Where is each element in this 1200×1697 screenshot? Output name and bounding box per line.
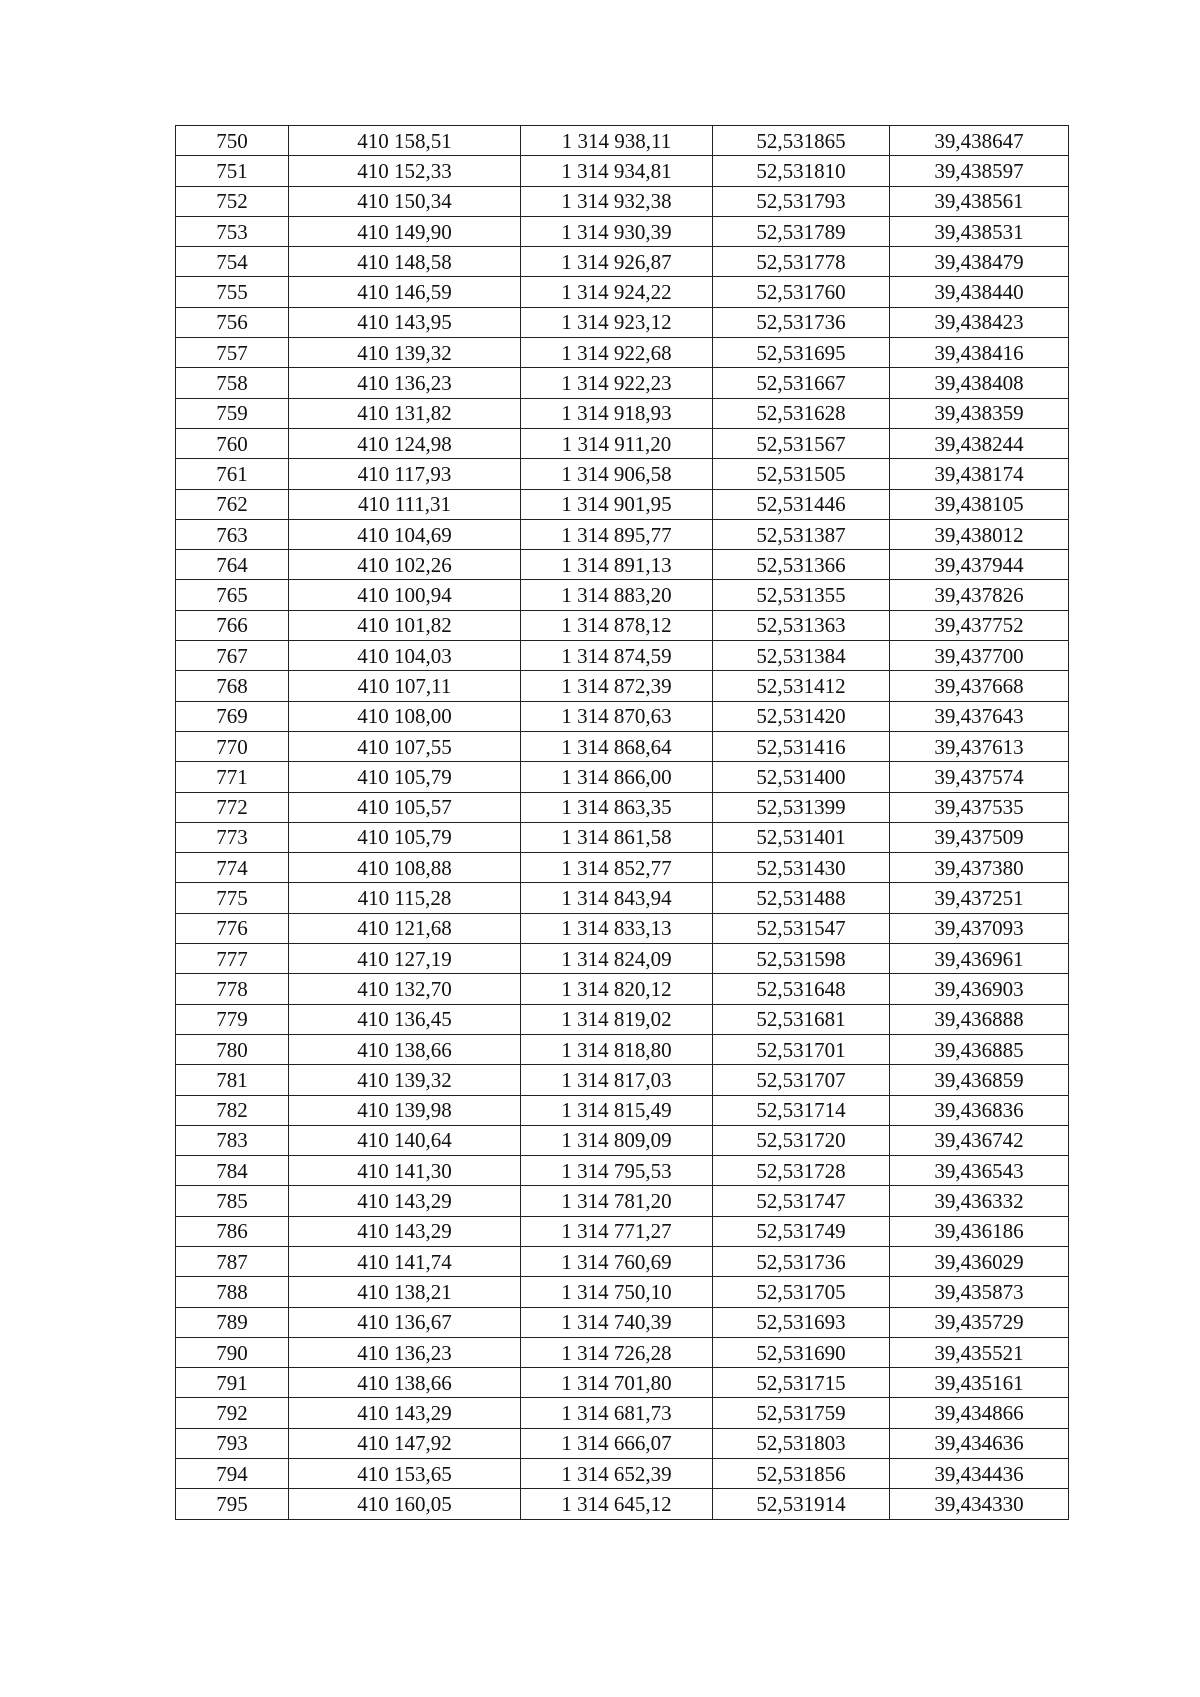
table-row — [176, 1034, 1069, 1064]
x-coordinate-cell: 410 121,68 — [289, 913, 521, 943]
y-coordinate-cell: 1 314 883,20 — [521, 580, 713, 610]
table-row — [176, 883, 1069, 913]
point-number-cell: 778 — [176, 974, 289, 1004]
point-number-cell: 766 — [176, 610, 289, 640]
x-coordinate-cell: 410 107,11 — [289, 671, 521, 701]
table-row — [176, 1156, 1069, 1186]
latitude-cell: 52,531628 — [713, 398, 890, 428]
latitude-cell: 52,531505 — [713, 459, 890, 489]
table-row — [176, 1337, 1069, 1367]
longitude-cell: 39,437668 — [890, 671, 1069, 701]
table-row — [176, 398, 1069, 428]
longitude-cell: 39,434866 — [890, 1398, 1069, 1428]
y-coordinate-cell: 1 314 645,12 — [521, 1489, 713, 1519]
latitude-cell: 52,531387 — [713, 519, 890, 549]
y-coordinate-cell: 1 314 760,69 — [521, 1246, 713, 1276]
longitude-cell: 39,437380 — [890, 853, 1069, 883]
point-number-cell: 787 — [176, 1246, 289, 1276]
x-coordinate-cell: 410 115,28 — [289, 883, 521, 913]
latitude-cell: 52,531384 — [713, 641, 890, 671]
point-number-cell: 759 — [176, 398, 289, 428]
x-coordinate-cell: 410 158,51 — [289, 126, 521, 156]
x-coordinate-cell: 410 138,21 — [289, 1277, 521, 1307]
x-coordinate-cell: 410 138,66 — [289, 1368, 521, 1398]
x-coordinate-cell: 410 149,90 — [289, 216, 521, 246]
longitude-cell: 39,437944 — [890, 550, 1069, 580]
x-coordinate-cell: 410 138,66 — [289, 1034, 521, 1064]
longitude-cell: 39,438479 — [890, 247, 1069, 277]
x-coordinate-cell: 410 143,29 — [289, 1216, 521, 1246]
y-coordinate-cell: 1 314 740,39 — [521, 1307, 713, 1337]
table-row — [176, 580, 1069, 610]
point-number-cell: 753 — [176, 216, 289, 246]
point-number-cell: 754 — [176, 247, 289, 277]
x-coordinate-cell: 410 117,93 — [289, 459, 521, 489]
latitude-cell: 52,531667 — [713, 368, 890, 398]
longitude-cell: 39,435873 — [890, 1277, 1069, 1307]
table-row — [176, 186, 1069, 216]
longitude-cell: 39,438647 — [890, 126, 1069, 156]
y-coordinate-cell: 1 314 817,03 — [521, 1065, 713, 1095]
point-number-cell: 790 — [176, 1337, 289, 1367]
table-row — [176, 1459, 1069, 1489]
latitude-cell: 52,531793 — [713, 186, 890, 216]
x-coordinate-cell: 410 124,98 — [289, 428, 521, 458]
x-coordinate-cell: 410 139,32 — [289, 1065, 521, 1095]
x-coordinate-cell: 410 147,92 — [289, 1428, 521, 1458]
y-coordinate-cell: 1 314 666,07 — [521, 1428, 713, 1458]
latitude-cell: 52,531759 — [713, 1398, 890, 1428]
latitude-cell: 52,531430 — [713, 853, 890, 883]
longitude-cell: 39,436859 — [890, 1065, 1069, 1095]
point-number-cell: 780 — [176, 1034, 289, 1064]
table-row — [176, 1186, 1069, 1216]
point-number-cell: 762 — [176, 489, 289, 519]
table-row — [176, 1307, 1069, 1337]
longitude-cell: 39,438597 — [890, 156, 1069, 186]
x-coordinate-cell: 410 141,74 — [289, 1246, 521, 1276]
point-number-cell: 788 — [176, 1277, 289, 1307]
point-number-cell: 784 — [176, 1156, 289, 1186]
x-coordinate-cell: 410 141,30 — [289, 1156, 521, 1186]
y-coordinate-cell: 1 314 901,95 — [521, 489, 713, 519]
point-number-cell: 769 — [176, 701, 289, 731]
longitude-cell: 39,436332 — [890, 1186, 1069, 1216]
longitude-cell: 39,437574 — [890, 762, 1069, 792]
longitude-cell: 39,438561 — [890, 186, 1069, 216]
latitude-cell: 52,531598 — [713, 944, 890, 974]
longitude-cell: 39,438105 — [890, 489, 1069, 519]
point-number-cell: 763 — [176, 519, 289, 549]
point-number-cell: 795 — [176, 1489, 289, 1519]
y-coordinate-cell: 1 314 911,20 — [521, 428, 713, 458]
longitude-cell: 39,436742 — [890, 1125, 1069, 1155]
point-number-cell: 765 — [176, 580, 289, 610]
longitude-cell: 39,438174 — [890, 459, 1069, 489]
table-row — [176, 489, 1069, 519]
point-number-cell: 757 — [176, 338, 289, 368]
table-row — [176, 974, 1069, 1004]
latitude-cell: 52,531420 — [713, 701, 890, 731]
table-row — [176, 519, 1069, 549]
point-number-cell: 779 — [176, 1004, 289, 1034]
longitude-cell: 39,437251 — [890, 883, 1069, 913]
longitude-cell: 39,438359 — [890, 398, 1069, 428]
y-coordinate-cell: 1 314 878,12 — [521, 610, 713, 640]
table-row — [176, 459, 1069, 489]
x-coordinate-cell: 410 105,79 — [289, 822, 521, 852]
longitude-cell: 39,437093 — [890, 913, 1069, 943]
y-coordinate-cell: 1 314 781,20 — [521, 1186, 713, 1216]
table-row — [176, 913, 1069, 943]
table-row — [176, 792, 1069, 822]
latitude-cell: 52,531399 — [713, 792, 890, 822]
x-coordinate-cell: 410 136,67 — [289, 1307, 521, 1337]
point-number-cell: 770 — [176, 731, 289, 761]
latitude-cell: 52,531412 — [713, 671, 890, 701]
y-coordinate-cell: 1 314 895,77 — [521, 519, 713, 549]
x-coordinate-cell: 410 143,29 — [289, 1398, 521, 1428]
x-coordinate-cell: 410 140,64 — [289, 1125, 521, 1155]
table-row — [176, 762, 1069, 792]
y-coordinate-cell: 1 314 824,09 — [521, 944, 713, 974]
x-coordinate-cell: 410 139,98 — [289, 1095, 521, 1125]
latitude-cell: 52,531355 — [713, 580, 890, 610]
point-number-cell: 775 — [176, 883, 289, 913]
x-coordinate-cell: 410 131,82 — [289, 398, 521, 428]
latitude-cell: 52,531648 — [713, 974, 890, 1004]
point-number-cell: 755 — [176, 277, 289, 307]
latitude-cell: 52,531736 — [713, 1246, 890, 1276]
table-row — [176, 822, 1069, 852]
point-number-cell: 776 — [176, 913, 289, 943]
latitude-cell: 52,531488 — [713, 883, 890, 913]
table-row — [176, 1095, 1069, 1125]
point-number-cell: 756 — [176, 307, 289, 337]
longitude-cell: 39,436029 — [890, 1246, 1069, 1276]
x-coordinate-cell: 410 153,65 — [289, 1459, 521, 1489]
longitude-cell: 39,436885 — [890, 1034, 1069, 1064]
y-coordinate-cell: 1 314 726,28 — [521, 1337, 713, 1367]
table-row — [176, 1065, 1069, 1095]
y-coordinate-cell: 1 314 866,00 — [521, 762, 713, 792]
y-coordinate-cell: 1 314 938,11 — [521, 126, 713, 156]
latitude-cell: 52,531547 — [713, 913, 890, 943]
y-coordinate-cell: 1 314 843,94 — [521, 883, 713, 913]
x-coordinate-cell: 410 108,00 — [289, 701, 521, 731]
y-coordinate-cell: 1 314 809,09 — [521, 1125, 713, 1155]
point-number-cell: 777 — [176, 944, 289, 974]
table-row — [176, 1216, 1069, 1246]
x-coordinate-cell: 410 136,23 — [289, 1337, 521, 1367]
table-row — [176, 671, 1069, 701]
point-number-cell: 752 — [176, 186, 289, 216]
latitude-cell: 52,531803 — [713, 1428, 890, 1458]
x-coordinate-cell: 410 152,33 — [289, 156, 521, 186]
y-coordinate-cell: 1 314 934,81 — [521, 156, 713, 186]
x-coordinate-cell: 410 105,79 — [289, 762, 521, 792]
latitude-cell: 52,531747 — [713, 1186, 890, 1216]
y-coordinate-cell: 1 314 750,10 — [521, 1277, 713, 1307]
y-coordinate-cell: 1 314 922,68 — [521, 338, 713, 368]
x-coordinate-cell: 410 102,26 — [289, 550, 521, 580]
longitude-cell: 39,436543 — [890, 1156, 1069, 1186]
latitude-cell: 52,531914 — [713, 1489, 890, 1519]
coordinates-table-body — [176, 126, 1069, 1520]
latitude-cell: 52,531720 — [713, 1125, 890, 1155]
y-coordinate-cell: 1 314 918,93 — [521, 398, 713, 428]
y-coordinate-cell: 1 314 681,73 — [521, 1398, 713, 1428]
longitude-cell: 39,438408 — [890, 368, 1069, 398]
point-number-cell: 781 — [176, 1065, 289, 1095]
latitude-cell: 52,531401 — [713, 822, 890, 852]
point-number-cell: 761 — [176, 459, 289, 489]
latitude-cell: 52,531856 — [713, 1459, 890, 1489]
longitude-cell: 39,436888 — [890, 1004, 1069, 1034]
x-coordinate-cell: 410 143,29 — [289, 1186, 521, 1216]
x-coordinate-cell: 410 160,05 — [289, 1489, 521, 1519]
table-row — [176, 1368, 1069, 1398]
point-number-cell: 782 — [176, 1095, 289, 1125]
point-number-cell: 783 — [176, 1125, 289, 1155]
x-coordinate-cell: 410 127,19 — [289, 944, 521, 974]
longitude-cell: 39,437700 — [890, 641, 1069, 671]
table-row — [176, 277, 1069, 307]
point-number-cell: 760 — [176, 428, 289, 458]
longitude-cell: 39,436836 — [890, 1095, 1069, 1125]
latitude-cell: 52,531789 — [713, 216, 890, 246]
table-row — [176, 1125, 1069, 1155]
latitude-cell: 52,531865 — [713, 126, 890, 156]
longitude-cell: 39,437643 — [890, 701, 1069, 731]
y-coordinate-cell: 1 314 868,64 — [521, 731, 713, 761]
point-number-cell: 786 — [176, 1216, 289, 1246]
table-row — [176, 216, 1069, 246]
longitude-cell: 39,437509 — [890, 822, 1069, 852]
point-number-cell: 768 — [176, 671, 289, 701]
longitude-cell: 39,437826 — [890, 580, 1069, 610]
y-coordinate-cell: 1 314 872,39 — [521, 671, 713, 701]
y-coordinate-cell: 1 314 861,58 — [521, 822, 713, 852]
longitude-cell: 39,434636 — [890, 1428, 1069, 1458]
latitude-cell: 52,531363 — [713, 610, 890, 640]
coordinates-table — [175, 125, 1069, 1520]
latitude-cell: 52,531366 — [713, 550, 890, 580]
x-coordinate-cell: 410 101,82 — [289, 610, 521, 640]
longitude-cell: 39,436903 — [890, 974, 1069, 1004]
longitude-cell: 39,436961 — [890, 944, 1069, 974]
latitude-cell: 52,531416 — [713, 731, 890, 761]
y-coordinate-cell: 1 314 819,02 — [521, 1004, 713, 1034]
table-row — [176, 550, 1069, 580]
table-row — [176, 1398, 1069, 1428]
y-coordinate-cell: 1 314 930,39 — [521, 216, 713, 246]
latitude-cell: 52,531707 — [713, 1065, 890, 1095]
latitude-cell: 52,531728 — [713, 1156, 890, 1186]
y-coordinate-cell: 1 314 870,63 — [521, 701, 713, 731]
table-row — [176, 701, 1069, 731]
y-coordinate-cell: 1 314 926,87 — [521, 247, 713, 277]
latitude-cell: 52,531695 — [713, 338, 890, 368]
y-coordinate-cell: 1 314 891,13 — [521, 550, 713, 580]
table-row — [176, 126, 1069, 156]
latitude-cell: 52,531701 — [713, 1034, 890, 1064]
y-coordinate-cell: 1 314 795,53 — [521, 1156, 713, 1186]
latitude-cell: 52,531714 — [713, 1095, 890, 1125]
point-number-cell: 793 — [176, 1428, 289, 1458]
table-row — [176, 156, 1069, 186]
x-coordinate-cell: 410 100,94 — [289, 580, 521, 610]
table-row — [176, 1489, 1069, 1519]
y-coordinate-cell: 1 314 820,12 — [521, 974, 713, 1004]
latitude-cell: 52,531690 — [713, 1337, 890, 1367]
y-coordinate-cell: 1 314 874,59 — [521, 641, 713, 671]
y-coordinate-cell: 1 314 652,39 — [521, 1459, 713, 1489]
point-number-cell: 772 — [176, 792, 289, 822]
latitude-cell: 52,531810 — [713, 156, 890, 186]
table-row — [176, 1004, 1069, 1034]
x-coordinate-cell: 410 104,03 — [289, 641, 521, 671]
x-coordinate-cell: 410 107,55 — [289, 731, 521, 761]
point-number-cell: 794 — [176, 1459, 289, 1489]
table-row — [176, 307, 1069, 337]
longitude-cell: 39,437613 — [890, 731, 1069, 761]
latitude-cell: 52,531446 — [713, 489, 890, 519]
latitude-cell: 52,531681 — [713, 1004, 890, 1034]
x-coordinate-cell: 410 111,31 — [289, 489, 521, 519]
longitude-cell: 39,438244 — [890, 428, 1069, 458]
y-coordinate-cell: 1 314 852,77 — [521, 853, 713, 883]
longitude-cell: 39,437535 — [890, 792, 1069, 822]
table-row — [176, 1246, 1069, 1276]
table-row — [176, 338, 1069, 368]
y-coordinate-cell: 1 314 906,58 — [521, 459, 713, 489]
table-row — [176, 368, 1069, 398]
table-row — [176, 944, 1069, 974]
y-coordinate-cell: 1 314 924,22 — [521, 277, 713, 307]
longitude-cell: 39,436186 — [890, 1216, 1069, 1246]
point-number-cell: 792 — [176, 1398, 289, 1428]
x-coordinate-cell: 410 105,57 — [289, 792, 521, 822]
table-row — [176, 731, 1069, 761]
y-coordinate-cell: 1 314 922,23 — [521, 368, 713, 398]
longitude-cell: 39,438416 — [890, 338, 1069, 368]
longitude-cell: 39,434330 — [890, 1489, 1069, 1519]
table-row — [176, 247, 1069, 277]
latitude-cell: 52,531760 — [713, 277, 890, 307]
y-coordinate-cell: 1 314 923,12 — [521, 307, 713, 337]
point-number-cell: 758 — [176, 368, 289, 398]
point-number-cell: 774 — [176, 853, 289, 883]
y-coordinate-cell: 1 314 833,13 — [521, 913, 713, 943]
point-number-cell: 751 — [176, 156, 289, 186]
table-row — [176, 641, 1069, 671]
longitude-cell: 39,435729 — [890, 1307, 1069, 1337]
y-coordinate-cell: 1 314 863,35 — [521, 792, 713, 822]
y-coordinate-cell: 1 314 815,49 — [521, 1095, 713, 1125]
point-number-cell: 785 — [176, 1186, 289, 1216]
x-coordinate-cell: 410 136,23 — [289, 368, 521, 398]
latitude-cell: 52,531705 — [713, 1277, 890, 1307]
table-row — [176, 428, 1069, 458]
table-row — [176, 1277, 1069, 1307]
table-row — [176, 1428, 1069, 1458]
point-number-cell: 789 — [176, 1307, 289, 1337]
latitude-cell: 52,531693 — [713, 1307, 890, 1337]
latitude-cell: 52,531567 — [713, 428, 890, 458]
latitude-cell: 52,531778 — [713, 247, 890, 277]
x-coordinate-cell: 410 139,32 — [289, 338, 521, 368]
latitude-cell: 52,531400 — [713, 762, 890, 792]
y-coordinate-cell: 1 314 818,80 — [521, 1034, 713, 1064]
y-coordinate-cell: 1 314 701,80 — [521, 1368, 713, 1398]
longitude-cell: 39,434436 — [890, 1459, 1069, 1489]
point-number-cell: 791 — [176, 1368, 289, 1398]
y-coordinate-cell: 1 314 771,27 — [521, 1216, 713, 1246]
point-number-cell: 773 — [176, 822, 289, 852]
x-coordinate-cell: 410 150,34 — [289, 186, 521, 216]
latitude-cell: 52,531749 — [713, 1216, 890, 1246]
x-coordinate-cell: 410 146,59 — [289, 277, 521, 307]
x-coordinate-cell: 410 108,88 — [289, 853, 521, 883]
longitude-cell: 39,438012 — [890, 519, 1069, 549]
point-number-cell: 767 — [176, 641, 289, 671]
longitude-cell: 39,438440 — [890, 277, 1069, 307]
x-coordinate-cell: 410 143,95 — [289, 307, 521, 337]
point-number-cell: 750 — [176, 126, 289, 156]
longitude-cell: 39,438423 — [890, 307, 1069, 337]
latitude-cell: 52,531736 — [713, 307, 890, 337]
latitude-cell: 52,531715 — [713, 1368, 890, 1398]
point-number-cell: 764 — [176, 550, 289, 580]
x-coordinate-cell: 410 136,45 — [289, 1004, 521, 1034]
x-coordinate-cell: 410 132,70 — [289, 974, 521, 1004]
longitude-cell: 39,438531 — [890, 216, 1069, 246]
longitude-cell: 39,435161 — [890, 1368, 1069, 1398]
point-number-cell: 771 — [176, 762, 289, 792]
table-row — [176, 610, 1069, 640]
y-coordinate-cell: 1 314 932,38 — [521, 186, 713, 216]
x-coordinate-cell: 410 148,58 — [289, 247, 521, 277]
longitude-cell: 39,435521 — [890, 1337, 1069, 1367]
longitude-cell: 39,437752 — [890, 610, 1069, 640]
table-row — [176, 853, 1069, 883]
x-coordinate-cell: 410 104,69 — [289, 519, 521, 549]
